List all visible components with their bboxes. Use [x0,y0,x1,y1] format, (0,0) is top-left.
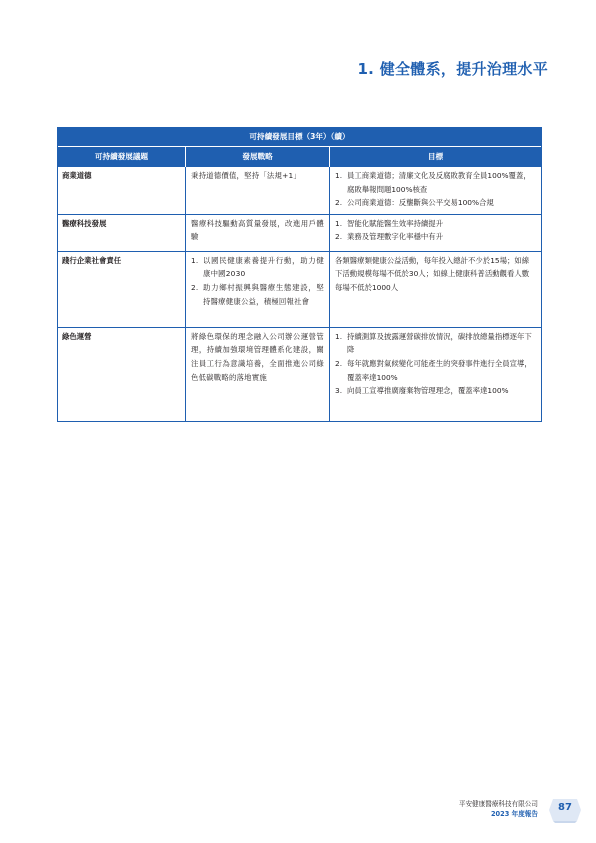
strategy-number: 1. [191,255,199,265]
strategy-item [191,281,324,308]
goal-number: 3. [335,386,343,396]
column-header-topic: 可持續發展議題 [58,147,186,167]
table-caption: 可持續發展目標（3年）（續） [58,127,542,147]
table-row [58,327,542,421]
goal-text: 公司商業道德：反壟斷與公平交易100%合規 [347,198,494,208]
goal-text: 各類醫療類健康公益活動，每年投入總計不少於15場；如線下活動規模每場不低於30人；如線上健康科普活動觀看人數每場不低於1000人 [335,255,530,292]
goals-list [335,217,536,244]
goal-item [335,384,536,398]
goal-item [335,196,536,210]
table-row [58,167,542,215]
goal-number: 2. [335,358,343,368]
goals-cell [330,327,542,421]
goal-item [335,357,536,384]
topic-cell: 醫療科技發展 [58,214,186,251]
goal-text: 智能化賦能醫生效率持續提升 [347,218,444,228]
goals-list [335,169,536,210]
goals-cell [330,251,542,327]
goal-number: 1. [335,218,343,228]
strategy-item [191,254,324,281]
column-header-strategy: 發展戰略 [186,147,330,167]
strategy-cell [186,327,330,421]
goal-text: 每年就應對氣候變化可能產生的突發事件進行全員宣導，覆蓋率達100% [347,358,532,382]
strategy-text: 醫療科技驅動高質量發展，改進用戶體驗 [191,218,324,242]
table-row [58,214,542,251]
goal-text: 持續測算及披露運營碳排放情況，碳排放總量指標逐年下降 [347,331,532,355]
sustainability-goals-table [57,127,541,422]
strategy-text: 秉持道德價值，堅持「法規+1」 [191,171,301,180]
strategy-text: 將綠色環保的理念融入公司辦公運營管理，持續加強環境管理體系化建設，關注員工行為意識培養，全面推進公司綠色低碳戰略的落地實施 [191,331,324,382]
strategy-number: 2. [191,282,199,292]
goal-text: 向員工宣導推廣廢棄物管理理念，覆蓋率達100% [347,386,509,396]
strategy-cell [186,251,330,327]
goal-item [335,217,536,231]
goal-item [335,169,536,196]
column-header-goals: 目標 [330,147,542,167]
footer-report-title: 2023 年度報告 [490,810,538,818]
page-number: 87 [558,802,572,813]
table-row [58,251,542,327]
goal-number: 1. [335,331,343,341]
strategy-text: 助力鄉村振興與醫療生態建設，堅持醫療健康公益，積極回報社會 [203,282,324,306]
page-number-badge [549,797,581,823]
topic-cell: 踐行企業社會責任 [58,251,186,327]
page-footer [459,799,538,819]
goal-text: 業務及管理數字化率穩中有升 [347,232,444,242]
section-title: 1. 健全體系，提升治理水平 [357,60,548,78]
goal-item [335,230,536,244]
goal-item [335,330,536,357]
goals-list [335,330,536,398]
goal-number: 2. [335,232,343,242]
topic-cell: 綠色運營 [58,327,186,421]
topic-cell: 商業道德 [58,167,186,215]
goal-number: 1. [335,171,343,180]
strategy-text: 以國民健康素養提升行動，助力健康中國2030 [203,255,324,279]
strategy-cell [186,167,330,215]
goal-text: 員工商業道德；清廉文化及反腐敗教育全員100%覆蓋，腐敗舉報問題100%核查 [347,171,531,194]
strategy-list [191,254,324,308]
goal-number: 2. [335,198,343,208]
goals-cell [330,167,542,215]
footer-company-name: 平安健康醫療科技有限公司 [458,800,538,808]
goals-cell [330,214,542,251]
strategy-cell [186,214,330,251]
